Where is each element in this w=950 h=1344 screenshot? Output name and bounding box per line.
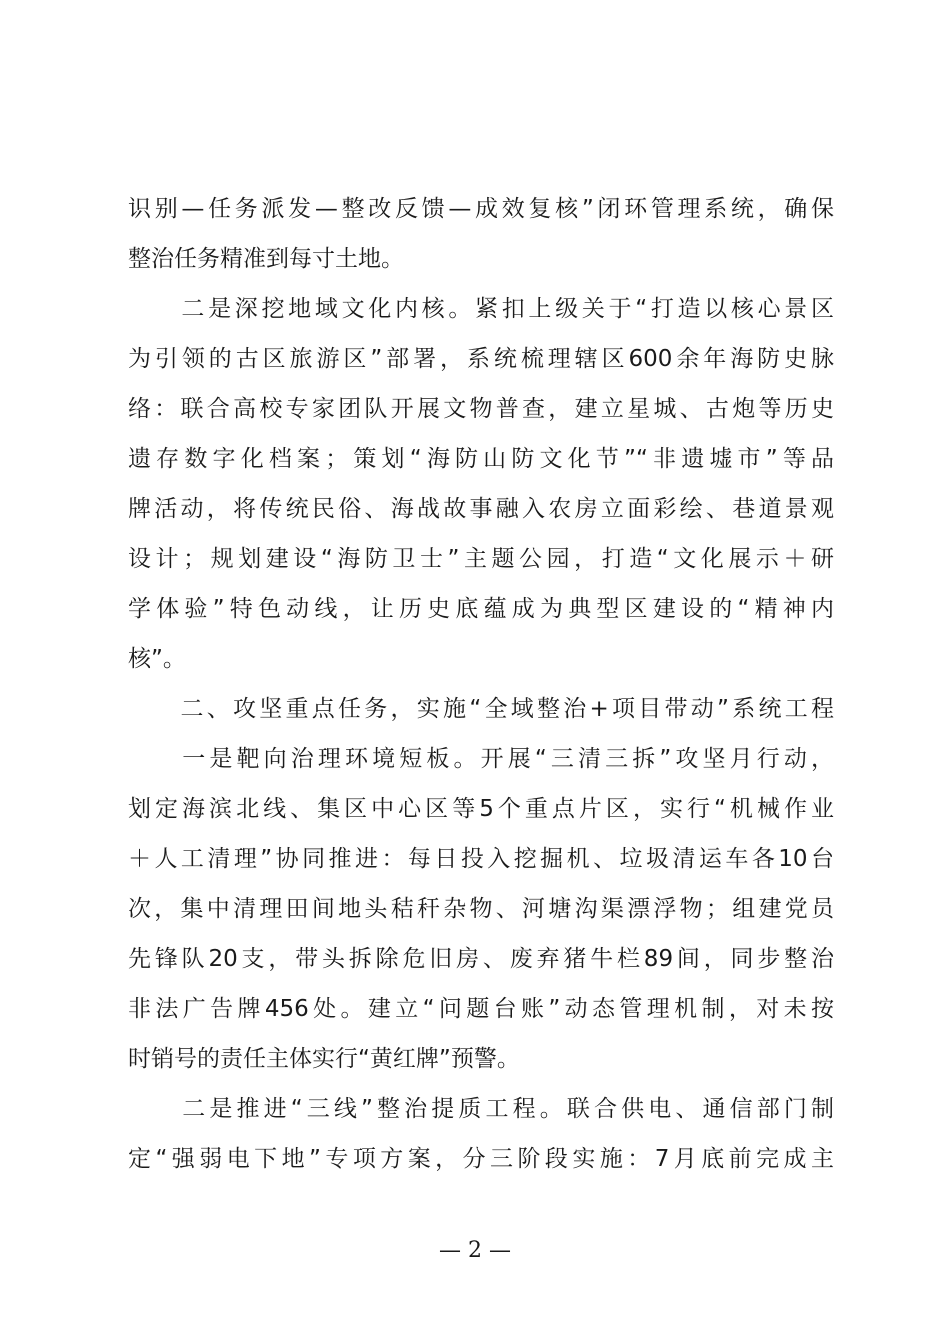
text-line: 整治任务精准到每寸土地。: [128, 246, 404, 272]
text-line: 次，集中清理田间地头秸秆杂物、河塘沟渠漂浮物；组建党员: [128, 896, 834, 922]
text-line: 识别—任务派发—整改反馈—成效复核”闭环管理系统，确保: [128, 196, 834, 222]
text-line: 学体验”特色动线，让历史底蕴成为典型区建设的“精神内: [128, 596, 834, 622]
section-heading: 二、攻坚重点任务，实施“全域整治+项目带动”系统工程: [128, 696, 834, 722]
text-line: 先锋队20支，带头拆除危旧房、废弃猪牛栏89间，同步整治: [128, 946, 834, 972]
text-line: 二是深挖地域文化内核。紧扣上级关于“打造以核心景区: [128, 296, 834, 322]
text-line: ＋人工清理”协同推进：每日投入挖掘机、垃圾清运车各10台: [128, 846, 834, 872]
text-line: 非法广告牌456处。建立“问题台账”动态管理机制，对未按: [128, 996, 834, 1022]
text-line: 时销号的责任主体实行“黄红牌”预警。: [128, 1046, 520, 1072]
text-line: 设计；规划建设“海防卫士”主题公园，打造“文化展示＋研: [128, 546, 834, 572]
text-line: 遗存数字化档案；策划“海防山防文化节”“非遗墟市”等品: [128, 446, 834, 472]
text-line: 牌活动，将传统民俗、海战故事融入农房立面彩绘、巷道景观: [128, 496, 834, 522]
text-line: 为引领的古区旅游区”部署，系统梳理辖区600余年海防史脉: [128, 346, 834, 372]
text-line: 核”。: [128, 646, 186, 672]
page-number: — 2 —: [439, 1238, 511, 1263]
text-line: 定“强弱电下地”专项方案，分三阶段实施：7月底前完成主: [128, 1146, 834, 1172]
text-line: 二是推进“三线”整治提质工程。联合供电、通信部门制: [128, 1096, 834, 1122]
text-line: 络：联合高校专家团队开展文物普查，建立星城、古炮等历史: [128, 396, 834, 422]
body-text: [128, 184, 834, 1184]
text-line: 划定海滨北线、集区中心区等5个重点片区，实行“机械作业: [128, 796, 834, 822]
text-line: 一是靶向治理环境短板。开展“三清三拆”攻坚月行动，: [128, 746, 834, 772]
